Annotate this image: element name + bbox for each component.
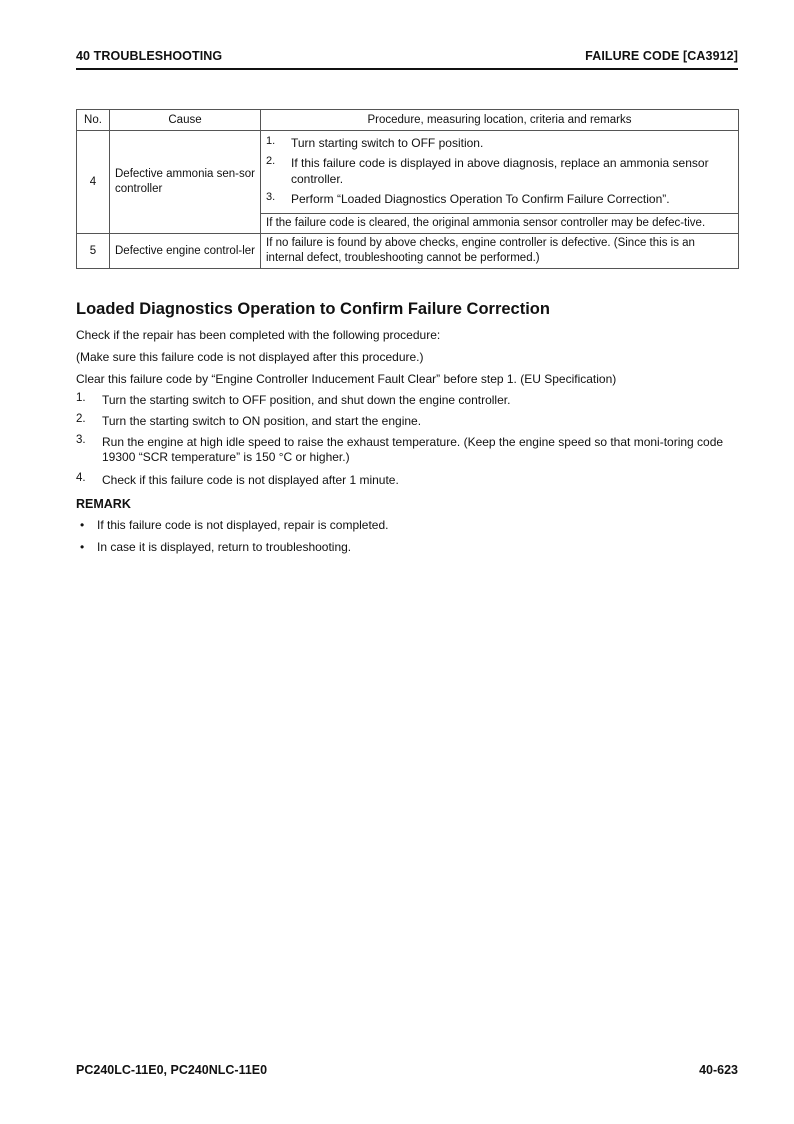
table-row — [77, 131, 739, 214]
procedure-step — [266, 155, 733, 187]
step-number: 3. — [76, 434, 86, 446]
remark-text: If this failure code is not displayed, repair is completed. — [97, 518, 389, 532]
cause-cell: Defective ammonia sen-sor controller — [110, 131, 261, 234]
procedure-step — [266, 191, 733, 207]
column-header-procedure: Procedure, measuring location, criteria and remarks — [261, 110, 739, 131]
step-text: Run the engine at high idle speed to raise the exhaust temperature. (Keep the engine speed so that moni-toring code 19300 “SCR temperature” is 150 °C or higher.) — [102, 435, 724, 464]
step-number: 1. — [266, 135, 276, 147]
intro-line: Clear this failure code by “Engine Controller Inducement Fault Clear” before step 1. (EU Specification) — [76, 372, 617, 386]
procedure-cell: If no failure is found by above checks, engine controller is defective. (Since this is an internal defect, troubleshooting cannot be performed.) — [261, 234, 739, 269]
step-text: Perform “Loaded Diagnostics Operation To Confirm Failure Correction”. — [291, 192, 670, 206]
step-text: Turn the starting switch to ON position, and start the engine. — [102, 414, 422, 428]
page-number: 40-623 — [699, 1063, 738, 1077]
remark-item — [80, 540, 351, 555]
remark-item — [80, 518, 388, 533]
step-number: 4. — [76, 472, 86, 484]
remark-heading: REMARK — [76, 497, 131, 511]
bullet-icon: • — [80, 518, 85, 532]
bullet-icon: • — [80, 540, 85, 554]
remark-text: In case it is displayed, return to troubleshooting. — [97, 540, 352, 554]
procedure-step — [76, 393, 738, 408]
step-number: 2. — [76, 413, 86, 425]
step-text: Turn the starting switch to OFF position, and shut down the engine controller. — [102, 393, 511, 407]
table-header-row — [77, 110, 739, 131]
failure-code-title: FAILURE CODE [CA3912] — [585, 49, 738, 63]
troubleshooting-table — [76, 109, 739, 269]
procedure-step — [76, 435, 738, 465]
cause-cell: Defective engine control-ler — [110, 234, 261, 269]
footer-models: PC240LC-11E0, PC240NLC-11E0 — [76, 1063, 268, 1077]
step-number: 3. — [266, 191, 276, 203]
step-text: Check if this failure code is not displayed after 1 minute. — [102, 473, 399, 487]
row-number: 4 — [77, 131, 110, 234]
row-number: 5 — [77, 234, 110, 269]
chapter-title: 40 TROUBLESHOOTING — [76, 49, 223, 63]
procedure-cell — [261, 131, 739, 214]
procedure-step — [266, 135, 733, 151]
page-header — [76, 48, 738, 70]
step-number: 1. — [76, 392, 86, 404]
procedure-step — [76, 414, 738, 429]
step-text: Turn starting switch to OFF position. — [291, 136, 484, 150]
remark-cell: If the failure code is cleared, the original ammonia sensor controller may be defec-tive. — [261, 214, 739, 234]
procedure-step — [76, 473, 738, 488]
procedure-steps — [266, 135, 733, 207]
table-row — [77, 234, 739, 269]
step-text: If this failure code is displayed in above diagnosis, replace an ammonia sensor controller. — [291, 156, 709, 186]
intro-line: Check if the repair has been completed with the following procedure: — [76, 328, 441, 342]
column-header-no: No. — [77, 110, 110, 131]
intro-line: (Make sure this failure code is not displayed after this procedure.) — [76, 350, 424, 364]
section-title: Loaded Diagnostics Operation to Confirm Failure Correction — [76, 300, 550, 318]
column-header-cause: Cause — [110, 110, 261, 131]
step-number: 2. — [266, 155, 276, 167]
